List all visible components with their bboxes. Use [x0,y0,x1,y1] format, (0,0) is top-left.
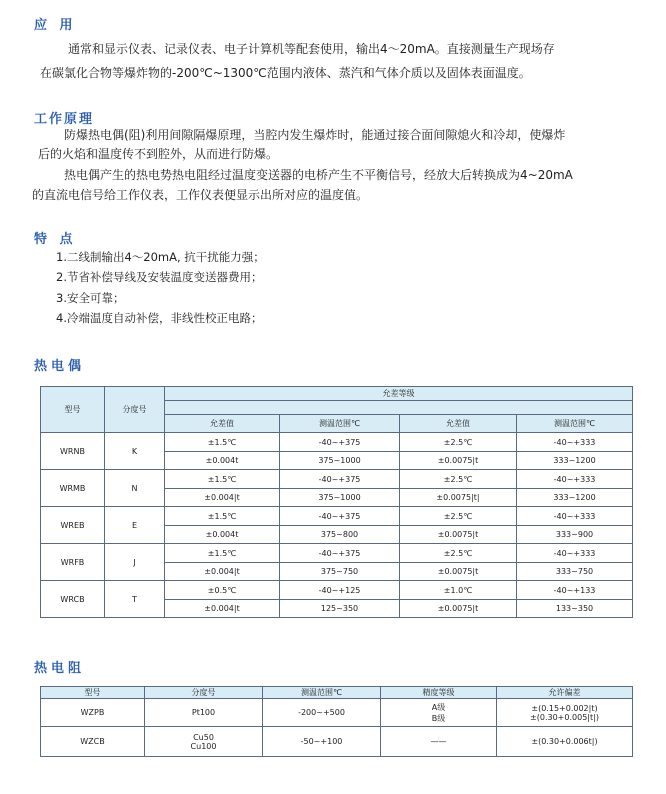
cell-grade: J [105,544,165,581]
rtd-table [40,686,633,757]
cell: ±1.5℃ [165,433,280,452]
cell: ±2.5℃ [400,470,517,489]
principle-text-line1: 防爆热电偶(阻)利用间隙隔爆原理，当腔内发生爆炸时，能通过接合面间隙熄火和冷却，使爆炸 [64,128,566,142]
header-grade: 分度号 [105,387,165,433]
section-title-features: 特 点 [34,232,77,247]
cell-model: WREB [41,507,105,544]
thermocouple-table [40,386,633,618]
rtd-header-grade: 分度号 [145,687,263,699]
header-tolerance-level: 允差等级 [165,387,633,401]
cell-model: WRFB [41,544,105,581]
cell: ±0.0075|t [400,600,517,618]
cell: -40~+333 [517,470,633,489]
cell-accuracy: —— [381,727,497,757]
cell-model: WZPB [41,699,145,727]
cell: 375~800 [280,526,400,544]
cell: ±1.5℃ [165,507,280,526]
cell-grade: N [105,470,165,507]
cell-deviation: ±(0.30+0.006t|) [497,727,633,757]
cell-grade: Pt100 [145,699,263,727]
cell-model: WRNB [41,433,105,470]
cell: 133~350 [517,600,633,618]
cell: 125~350 [280,600,400,618]
table-row [41,699,633,727]
cell-accuracy [381,699,497,727]
application-text-line1: 通常和显示仪表、记录仪表、电子计算机等配套使用，输出4～20mA。直接测量生产现场存 [68,42,555,56]
rtd-header-range: 测温范围℃ [263,687,381,699]
cell: 375~1000 [280,452,400,470]
header-range-2: 测温范围℃ [517,415,633,433]
header-spacer [165,401,633,415]
accuracy-b: B级 [431,713,446,723]
cell: ±2.5℃ [400,433,517,452]
cell: -40~+333 [517,544,633,563]
cell: 333~750 [517,563,633,581]
cell-grade [145,727,263,757]
cell: -40~+133 [517,581,633,600]
cell-model: WZCB [41,727,145,757]
cell: ±0.0075|t [400,452,517,470]
feature-item: 2.节省补偿导线及安装温度变送器费用； [56,270,263,284]
principle-text-line4: 的直流电信号给工作仪表，工作仪表便显示出所对应的温度值。 [32,188,369,202]
cell-grade: T [105,581,165,618]
cell-model: WRMB [41,470,105,507]
principle-text-line3: 热电偶产生的热电势热电阻经过温度变送器的电桥产生不平衡信号，经放大后转换成为4~20mA [64,168,573,182]
table-row [41,433,633,452]
section-title-rtd: 热电阻 [34,661,86,676]
cell: -40~+375 [280,433,400,452]
cell-range: -50~+100 [263,727,381,757]
cell: ±0.0075|t [400,563,517,581]
cell: 333~900 [517,526,633,544]
cell: ±0.0075|t [400,526,517,544]
cell: ±0.004|t [165,600,280,618]
cell: ±0.004|t [165,489,280,507]
cell: ±0.5℃ [165,581,280,600]
cell: -40~+375 [280,544,400,563]
cell: ±1.5℃ [165,544,280,563]
cell-grade: E [105,507,165,544]
cell: ±0.004t [165,526,280,544]
cell: 333~1200 [517,452,633,470]
accuracy-a: A级 [431,702,446,712]
cell: ±1.0℃ [400,581,517,600]
feature-item: 3.安全可靠； [56,291,125,305]
cell-range: -200~+500 [263,699,381,727]
grade-cu50: Cu50 [193,732,214,742]
table-row [41,581,633,600]
cell-deviation [497,699,633,727]
cell-model: WRCB [41,581,105,618]
cell: -40~+375 [280,470,400,489]
deviation-b: ±(0.30+0.005|t|) [530,712,599,722]
section-title-thermocouple: 热电偶 [34,359,86,374]
cell: 333~1200 [517,489,633,507]
cell: ±1.5℃ [165,470,280,489]
header-tolerance-1: 允差值 [165,415,280,433]
header-tolerance-2: 允差值 [400,415,517,433]
feature-item: 4.冷端温度自动补偿，非线性校正电路； [56,311,263,325]
application-text-line2: 在碳氯化合物等爆炸物的-200℃~1300℃范围内液体、蒸汽和气体介质以及固体表面温度。 [40,66,531,80]
grade-cu100: Cu100 [190,741,217,751]
principle-text-line2: 后的火焰和温度传不到腔外，从而进行防爆。 [38,147,279,161]
rtd-header-model: 型号 [41,687,145,699]
rtd-header-deviation: 允许偏差 [497,687,633,699]
cell: -40~+333 [517,433,633,452]
header-model: 型号 [41,387,105,433]
cell-grade: K [105,433,165,470]
cell: 375~750 [280,563,400,581]
cell: -40~+333 [517,507,633,526]
table-row [41,470,633,489]
cell: 375~1000 [280,489,400,507]
section-title-principle: 工作原理 [34,112,95,127]
cell: ±0.004|t [165,563,280,581]
deviation-a: ±(0.15+0.002|t) [531,703,598,713]
table-row [41,507,633,526]
cell: ±2.5℃ [400,507,517,526]
cell: ±0.004t [165,452,280,470]
cell: ±2.5℃ [400,544,517,563]
cell: -40~+375 [280,507,400,526]
cell: -40~+125 [280,581,400,600]
table-row [41,544,633,563]
header-range-1: 测温范围℃ [280,415,400,433]
table-row [41,727,633,757]
rtd-header-accuracy: 精度等级 [381,687,497,699]
feature-item: 1.二线制输出4～20mA, 抗干扰能力强； [56,250,265,264]
cell: ±0.0075|t| [400,489,517,507]
section-title-application: 应 用 [34,18,77,33]
